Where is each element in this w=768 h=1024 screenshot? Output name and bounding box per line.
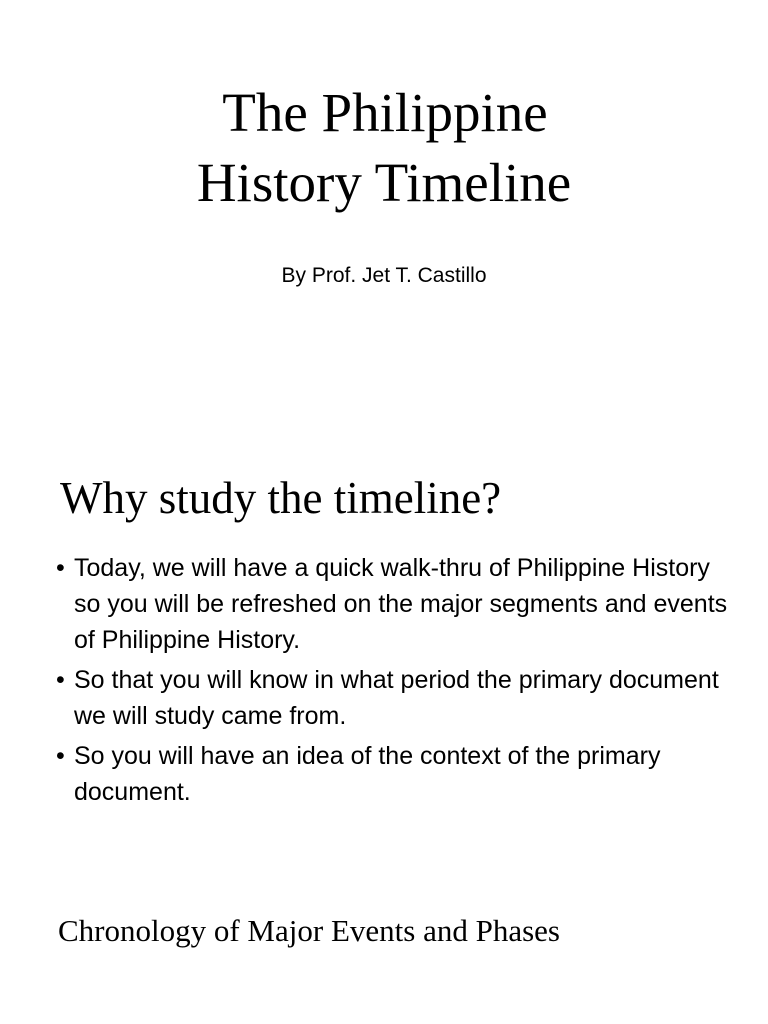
list-item [56, 550, 736, 658]
next-slide-heading: Chronology of Major Events and Phases [58, 913, 560, 948]
slide-title [0, 78, 768, 218]
bullet-icon: • [56, 554, 65, 582]
bullet-text: Today, we will have a quick walk-thru of Philippine History so you will be refreshed on the major segments and events of Philippine History. [74, 554, 728, 654]
bullet-text: So that you will know in what period the primary document we will study came from. [74, 666, 719, 730]
bullet-text: So you will have an idea of the context of the primary document. [74, 742, 661, 806]
bullet-list [56, 550, 736, 814]
title-line-2: History Timeline [196, 152, 572, 213]
section-heading: Why study the timeline? [60, 473, 502, 523]
list-item [56, 662, 736, 734]
bullet-icon: • [56, 742, 65, 770]
title-line-1: The Philippine [222, 82, 548, 143]
author-subtitle: By Prof. Jet T. Castillo [281, 264, 487, 287]
bullet-icon: • [56, 666, 65, 694]
list-item [56, 738, 736, 810]
